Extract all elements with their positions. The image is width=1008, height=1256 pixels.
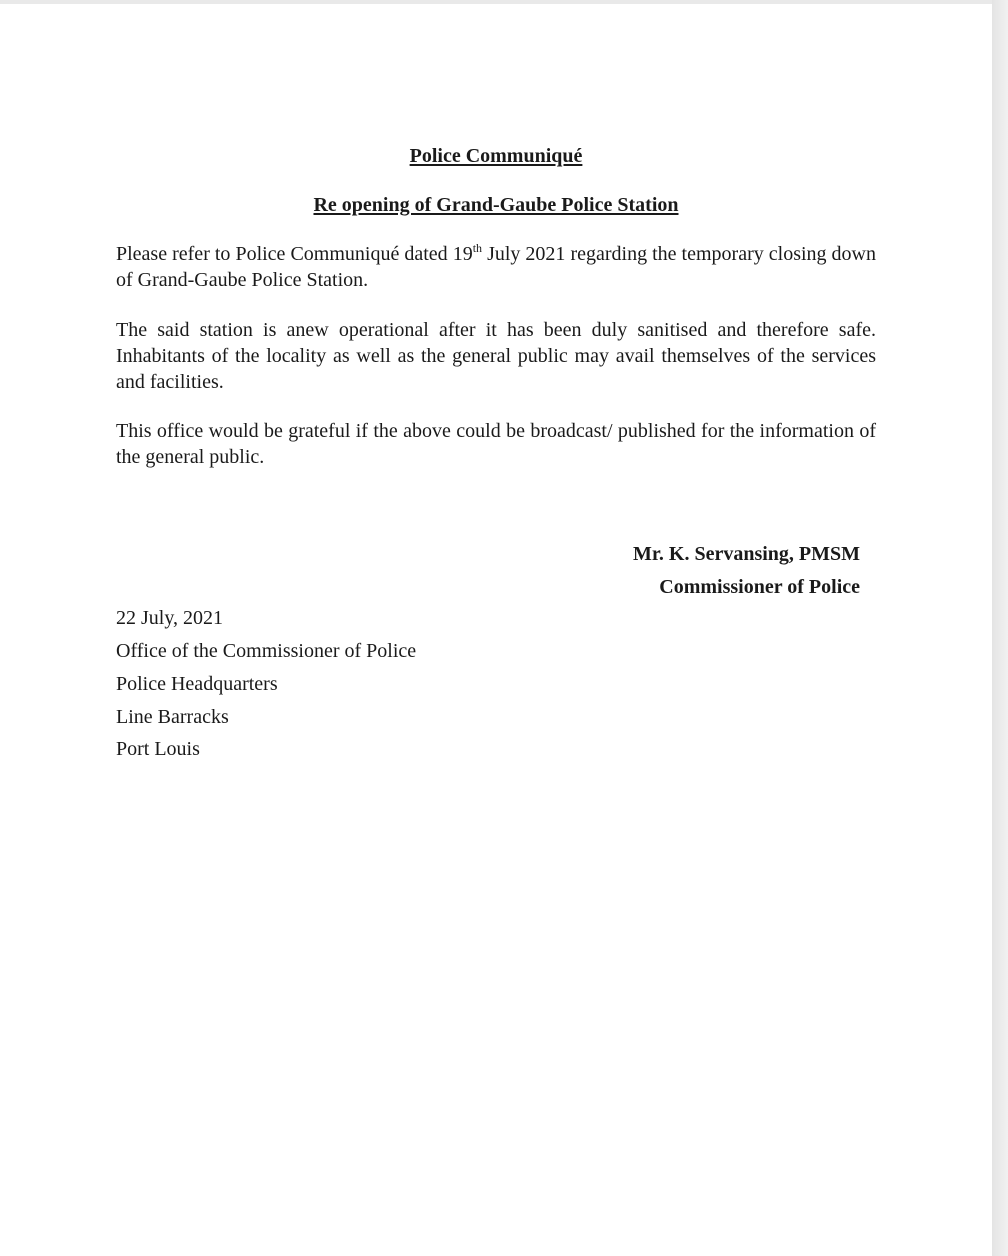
address-line-barracks: Line Barracks xyxy=(116,706,229,728)
address-line-headquarters: Police Headquarters xyxy=(116,673,278,695)
paragraph-request: This office would be grateful if the above could be broadcast/ published for the information of the general public. xyxy=(116,420,876,468)
document-subtitle: Re opening of Grand-Gaube Police Station xyxy=(313,194,679,216)
ordinal-suffix: th xyxy=(472,241,483,255)
signatory-name: Mr. K. Servansing, PMSM xyxy=(632,543,860,565)
paragraph-reference xyxy=(116,241,876,293)
address-line-office: Office of the Commissioner of Police xyxy=(116,640,417,662)
page-top-edge xyxy=(0,0,992,4)
issue-date: 22 July, 2021 xyxy=(116,607,224,629)
document-title: Police Communiqué xyxy=(409,145,583,167)
paragraph-status: The said station is anew operational after it has been duly sanitised and therefore safe. Inhabitants of the locality as well as the general public may avail themselves of the services and facilities. xyxy=(116,319,876,393)
paragraph-reference-text-b: July 2021 regarding the temporary closing down of Grand-Gaube Police Station. xyxy=(116,243,876,291)
signatory-title: Commissioner of Police xyxy=(659,576,860,598)
address-line-city: Port Louis xyxy=(116,738,200,760)
page-right-edge xyxy=(992,0,1008,1256)
paragraph-reference-text-a: Please refer to Police Communiqué dated 19 xyxy=(116,243,473,265)
